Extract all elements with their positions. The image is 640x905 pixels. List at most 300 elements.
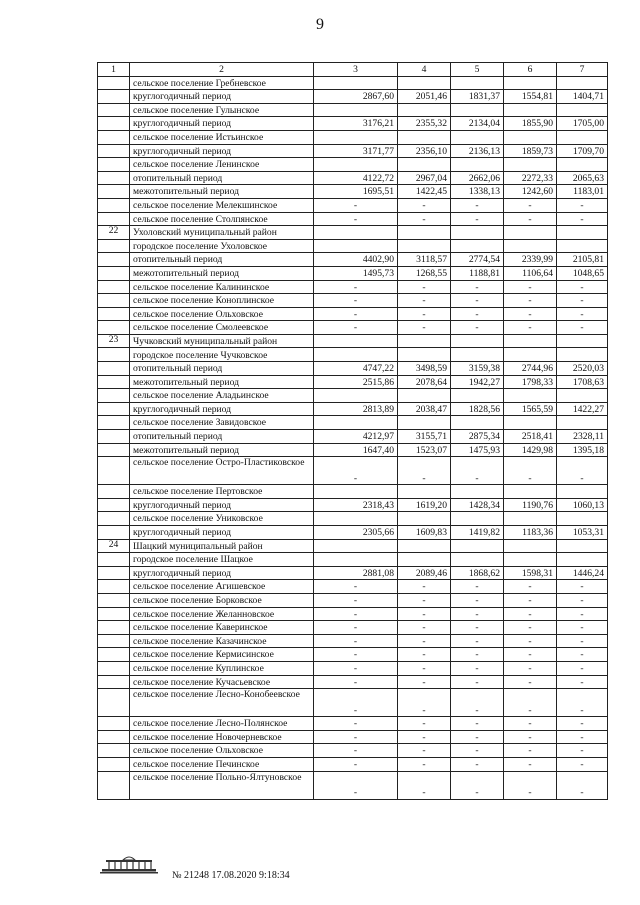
table-row: [98, 717, 608, 731]
value-cell: [398, 389, 451, 403]
value-cell: [314, 485, 398, 499]
row-number-cell: [98, 90, 130, 104]
row-number-cell: [98, 280, 130, 294]
value-cell: [504, 416, 557, 430]
table-row: [98, 661, 608, 675]
value-cell: -: [314, 294, 398, 308]
row-number-cell: [98, 634, 130, 648]
value-cell: [557, 103, 608, 117]
table-row: [98, 607, 608, 621]
column-header: 1: [98, 63, 130, 77]
value-cell: 1429,98: [504, 443, 557, 457]
value-cell: -: [398, 457, 451, 485]
value-cell: [314, 512, 398, 526]
row-label-cell: сельское поселение Столпянское: [130, 212, 314, 226]
value-cell: -: [398, 689, 451, 717]
value-cell: -: [398, 634, 451, 648]
value-cell: [314, 103, 398, 117]
value-cell: [504, 76, 557, 90]
value-cell: 2774,54: [451, 253, 504, 267]
value-cell: [398, 485, 451, 499]
table-row: [98, 689, 608, 717]
row-number-cell: [98, 744, 130, 758]
value-cell: -: [314, 212, 398, 226]
row-number-cell: [98, 402, 130, 416]
table-row: [98, 757, 608, 771]
value-cell: 2355,32: [398, 117, 451, 131]
row-label-cell: сельское поселение Пертовское: [130, 485, 314, 499]
value-cell: [557, 553, 608, 567]
value-cell: [314, 158, 398, 172]
value-cell: -: [504, 593, 557, 607]
table-row: [98, 675, 608, 689]
value-cell: 2078,64: [398, 375, 451, 389]
value-cell: -: [398, 321, 451, 335]
row-label-cell: сельское поселение Новочерневское: [130, 730, 314, 744]
value-cell: -: [398, 607, 451, 621]
value-cell: -: [504, 212, 557, 226]
value-cell: [451, 334, 504, 348]
value-cell: 2356,10: [398, 144, 451, 158]
row-number-cell: [98, 103, 130, 117]
value-cell: -: [451, 771, 504, 799]
column-header: 7: [557, 63, 608, 77]
value-cell: [451, 539, 504, 553]
value-cell: 1619,20: [398, 498, 451, 512]
value-cell: 3171,77: [314, 144, 398, 158]
value-cell: -: [504, 607, 557, 621]
value-cell: -: [398, 717, 451, 731]
value-cell: 2339,99: [504, 253, 557, 267]
value-cell: 2881,08: [314, 566, 398, 580]
value-cell: -: [314, 757, 398, 771]
value-cell: 1183,01: [557, 185, 608, 199]
value-cell: [557, 76, 608, 90]
value-cell: -: [557, 212, 608, 226]
value-cell: 3159,38: [451, 362, 504, 376]
table-row: [98, 430, 608, 444]
row-number-cell: [98, 717, 130, 731]
table-row: [98, 294, 608, 308]
value-cell: -: [451, 757, 504, 771]
row-label-cell: сельское поселение Гулынское: [130, 103, 314, 117]
table-row: [98, 730, 608, 744]
row-number-cell: [98, 553, 130, 567]
column-header: 3: [314, 63, 398, 77]
value-cell: -: [398, 294, 451, 308]
value-cell: [557, 389, 608, 403]
value-cell: 1709,70: [557, 144, 608, 158]
value-cell: -: [314, 607, 398, 621]
value-cell: -: [504, 675, 557, 689]
value-cell: [314, 553, 398, 567]
row-label-cell: городское поселение Шацкое: [130, 553, 314, 567]
table-row: [98, 362, 608, 376]
value-cell: 1053,31: [557, 526, 608, 540]
row-number-cell: [98, 185, 130, 199]
table-row: [98, 634, 608, 648]
value-cell: -: [557, 198, 608, 212]
value-cell: [451, 485, 504, 499]
value-cell: -: [504, 580, 557, 594]
table-row: [98, 443, 608, 457]
value-cell: -: [504, 634, 557, 648]
value-cell: 1422,45: [398, 185, 451, 199]
value-cell: 2136,13: [451, 144, 504, 158]
row-label-cell: сельское поселение Завидовское: [130, 416, 314, 430]
value-cell: -: [314, 634, 398, 648]
row-number-cell: [98, 321, 130, 335]
row-number-cell: [98, 375, 130, 389]
row-number-cell: [98, 117, 130, 131]
value-cell: -: [504, 744, 557, 758]
value-cell: 1060,13: [557, 498, 608, 512]
value-cell: [451, 348, 504, 362]
row-number-cell: [98, 593, 130, 607]
value-cell: -: [314, 457, 398, 485]
table-row: [98, 117, 608, 131]
value-cell: [398, 76, 451, 90]
value-cell: [398, 103, 451, 117]
row-number-cell: [98, 675, 130, 689]
table-row: [98, 389, 608, 403]
value-cell: -: [314, 717, 398, 731]
government-building-icon: [98, 852, 160, 874]
value-cell: [504, 539, 557, 553]
value-cell: -: [398, 675, 451, 689]
value-cell: -: [557, 607, 608, 621]
value-cell: -: [398, 744, 451, 758]
value-cell: -: [314, 661, 398, 675]
row-number-cell: [98, 526, 130, 540]
value-cell: 2515,86: [314, 375, 398, 389]
value-cell: -: [398, 593, 451, 607]
value-cell: [504, 485, 557, 499]
value-cell: -: [398, 212, 451, 226]
value-cell: [398, 553, 451, 567]
row-number-cell: [98, 76, 130, 90]
value-cell: 2051,46: [398, 90, 451, 104]
row-label-cell: сельское поселение Кучасьевское: [130, 675, 314, 689]
value-cell: [557, 512, 608, 526]
value-cell: -: [557, 771, 608, 799]
row-label-cell: сельское поселение Аладьинское: [130, 389, 314, 403]
row-label-cell: круглогодичный период: [130, 117, 314, 131]
row-number-cell: [98, 389, 130, 403]
value-cell: 2038,47: [398, 402, 451, 416]
value-cell: 1190,76: [504, 498, 557, 512]
value-cell: [557, 239, 608, 253]
value-cell: -: [504, 457, 557, 485]
value-cell: 1647,40: [314, 443, 398, 457]
row-number-cell: [98, 362, 130, 376]
row-label-cell: сельское поселение Истьинское: [130, 130, 314, 144]
value-cell: [451, 226, 504, 240]
table-row: [98, 526, 608, 540]
value-cell: 2518,41: [504, 430, 557, 444]
value-cell: -: [504, 689, 557, 717]
row-number-cell: [98, 512, 130, 526]
value-cell: 2318,43: [314, 498, 398, 512]
column-header: 6: [504, 63, 557, 77]
value-cell: [314, 416, 398, 430]
value-cell: 2875,34: [451, 430, 504, 444]
table-row: [98, 239, 608, 253]
table-row: [98, 512, 608, 526]
value-cell: [504, 226, 557, 240]
value-cell: 1395,18: [557, 443, 608, 457]
value-cell: 1475,93: [451, 443, 504, 457]
value-cell: [398, 239, 451, 253]
row-label-cell: сельское поселение Гребневское: [130, 76, 314, 90]
row-number-cell: [98, 771, 130, 799]
value-cell: 3118,57: [398, 253, 451, 267]
row-label-cell: отопительный период: [130, 430, 314, 444]
value-cell: 4747,22: [314, 362, 398, 376]
table-row: [98, 158, 608, 172]
row-number-cell: [98, 730, 130, 744]
row-label-cell: отопительный период: [130, 362, 314, 376]
row-number-cell: [98, 294, 130, 308]
row-label-cell: сельское поселение Ольховское: [130, 307, 314, 321]
row-number-cell: [98, 689, 130, 717]
row-label-cell: сельское поселение Остро-Пластиковское: [130, 457, 314, 485]
row-label-cell: Чучковский муниципальный район: [130, 334, 314, 348]
value-cell: -: [451, 212, 504, 226]
value-cell: [398, 512, 451, 526]
value-cell: -: [504, 771, 557, 799]
value-cell: -: [451, 607, 504, 621]
table-header-row: [98, 63, 608, 77]
value-cell: -: [557, 294, 608, 308]
value-cell: 1183,36: [504, 526, 557, 540]
value-cell: 1523,07: [398, 443, 451, 457]
value-cell: [314, 539, 398, 553]
value-cell: -: [398, 730, 451, 744]
value-cell: 2089,46: [398, 566, 451, 580]
value-cell: [314, 348, 398, 362]
value-cell: 1598,31: [504, 566, 557, 580]
value-cell: [451, 553, 504, 567]
value-cell: -: [504, 757, 557, 771]
row-label-cell: Шацкий муниципальный район: [130, 539, 314, 553]
value-cell: -: [314, 621, 398, 635]
value-cell: [398, 158, 451, 172]
value-cell: -: [557, 717, 608, 731]
value-cell: 4122,72: [314, 171, 398, 185]
value-cell: [451, 389, 504, 403]
value-cell: 2813,89: [314, 402, 398, 416]
table-row: [98, 580, 608, 594]
value-cell: [557, 348, 608, 362]
value-cell: -: [451, 675, 504, 689]
table-row: [98, 648, 608, 662]
value-cell: [314, 334, 398, 348]
value-cell: 1106,64: [504, 266, 557, 280]
value-cell: -: [557, 634, 608, 648]
value-cell: [451, 416, 504, 430]
value-cell: [398, 539, 451, 553]
row-number-cell: [98, 239, 130, 253]
column-header: 4: [398, 63, 451, 77]
value-cell: -: [557, 730, 608, 744]
row-number-cell: [98, 130, 130, 144]
value-cell: -: [398, 771, 451, 799]
row-label-cell: сельское поселение Ольховское: [130, 744, 314, 758]
value-cell: 1868,62: [451, 566, 504, 580]
value-cell: -: [451, 280, 504, 294]
value-cell: [451, 239, 504, 253]
table-row: [98, 253, 608, 267]
value-cell: 1419,82: [451, 526, 504, 540]
row-number-cell: [98, 580, 130, 594]
row-number-cell: [98, 457, 130, 485]
value-cell: 2867,60: [314, 90, 398, 104]
value-cell: [314, 226, 398, 240]
value-cell: -: [504, 280, 557, 294]
value-cell: -: [451, 661, 504, 675]
value-cell: 2662,06: [451, 171, 504, 185]
value-cell: -: [451, 717, 504, 731]
value-cell: 1942,27: [451, 375, 504, 389]
value-cell: 1268,55: [398, 266, 451, 280]
value-cell: -: [451, 307, 504, 321]
row-label-cell: сельское поселение Калининское: [130, 280, 314, 294]
row-label-cell: сельское поселение Куплинское: [130, 661, 314, 675]
value-cell: [504, 103, 557, 117]
value-cell: 1188,81: [451, 266, 504, 280]
value-cell: -: [451, 321, 504, 335]
value-cell: -: [451, 634, 504, 648]
value-cell: [504, 239, 557, 253]
value-cell: 1609,83: [398, 526, 451, 540]
value-cell: -: [557, 757, 608, 771]
table-row: [98, 553, 608, 567]
table-row: [98, 539, 608, 553]
value-cell: [557, 485, 608, 499]
value-cell: -: [557, 593, 608, 607]
value-cell: [451, 512, 504, 526]
table-row: [98, 498, 608, 512]
row-number-cell: 22: [98, 226, 130, 240]
value-cell: 1422,27: [557, 402, 608, 416]
value-cell: -: [314, 198, 398, 212]
row-number-cell: [98, 144, 130, 158]
row-number-cell: 24: [98, 539, 130, 553]
value-cell: -: [314, 730, 398, 744]
row-number-cell: [98, 212, 130, 226]
row-label-cell: сельское поселение Желанновское: [130, 607, 314, 621]
value-cell: -: [314, 307, 398, 321]
value-cell: -: [314, 580, 398, 594]
row-label-cell: межотопительный период: [130, 185, 314, 199]
table-row: [98, 348, 608, 362]
value-cell: -: [557, 621, 608, 635]
row-number-cell: [98, 253, 130, 267]
value-cell: [504, 158, 557, 172]
value-cell: -: [504, 198, 557, 212]
value-cell: -: [557, 648, 608, 662]
row-label-cell: сельское поселение Агишевское: [130, 580, 314, 594]
table-row: [98, 334, 608, 348]
row-number-cell: [98, 648, 130, 662]
value-cell: 2305,66: [314, 526, 398, 540]
value-cell: -: [398, 307, 451, 321]
value-cell: -: [557, 675, 608, 689]
value-cell: [398, 348, 451, 362]
value-cell: -: [557, 689, 608, 717]
row-label-cell: сельское поселение Каверинское: [130, 621, 314, 635]
value-cell: -: [398, 621, 451, 635]
value-cell: [504, 348, 557, 362]
value-cell: [504, 512, 557, 526]
value-cell: 2134,04: [451, 117, 504, 131]
value-cell: -: [398, 661, 451, 675]
value-cell: -: [557, 744, 608, 758]
row-label-cell: круглогодичный период: [130, 526, 314, 540]
table-row: [98, 198, 608, 212]
value-cell: [398, 226, 451, 240]
value-cell: -: [504, 661, 557, 675]
value-cell: -: [557, 661, 608, 675]
value-cell: 2105,81: [557, 253, 608, 267]
row-number-cell: [98, 266, 130, 280]
row-number-cell: [98, 416, 130, 430]
value-cell: [504, 334, 557, 348]
table-row: [98, 485, 608, 499]
row-label-cell: круглогодичный период: [130, 402, 314, 416]
value-cell: 1565,59: [504, 402, 557, 416]
row-number-cell: [98, 348, 130, 362]
value-cell: 1705,00: [557, 117, 608, 131]
value-cell: [314, 239, 398, 253]
table-row: [98, 171, 608, 185]
row-label-cell: сельское поселение Польно-Ялтуновское: [130, 771, 314, 799]
value-cell: -: [557, 580, 608, 594]
value-cell: -: [398, 757, 451, 771]
value-cell: -: [504, 307, 557, 321]
table-row: [98, 402, 608, 416]
table-row: [98, 76, 608, 90]
value-cell: -: [504, 717, 557, 731]
value-cell: -: [504, 294, 557, 308]
table-row: [98, 593, 608, 607]
document-footer: [98, 852, 398, 884]
row-label-cell: круглогодичный период: [130, 566, 314, 580]
value-cell: [504, 553, 557, 567]
value-cell: 1404,71: [557, 90, 608, 104]
row-label-cell: Ухоловский муниципальный район: [130, 226, 314, 240]
value-cell: -: [398, 580, 451, 594]
value-cell: [398, 416, 451, 430]
value-cell: [557, 158, 608, 172]
value-cell: [504, 130, 557, 144]
value-cell: 2744,96: [504, 362, 557, 376]
table-row: [98, 226, 608, 240]
row-label-cell: межотопительный период: [130, 266, 314, 280]
row-number-cell: [98, 566, 130, 580]
row-number-cell: [98, 757, 130, 771]
value-cell: -: [557, 307, 608, 321]
value-cell: 1695,51: [314, 185, 398, 199]
table-row: [98, 566, 608, 580]
row-number-cell: [98, 607, 130, 621]
value-cell: -: [557, 280, 608, 294]
row-label-cell: сельское поселение Лесно-Полянское: [130, 717, 314, 731]
table-row: [98, 266, 608, 280]
value-cell: 1708,63: [557, 375, 608, 389]
row-label-cell: сельское поселение Мелекшинское: [130, 198, 314, 212]
